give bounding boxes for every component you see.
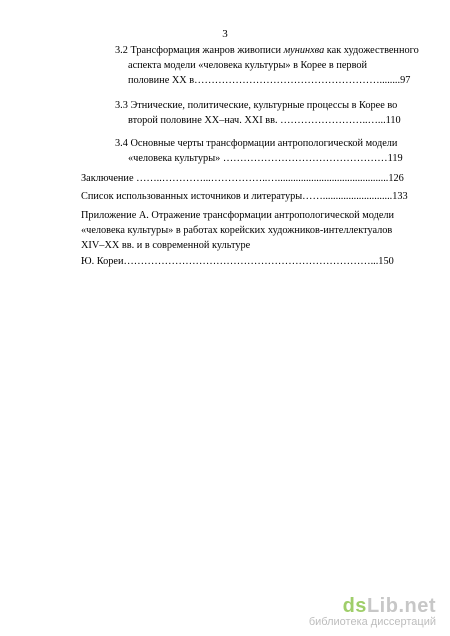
toc-text: как художественного: [324, 45, 419, 56]
toc-word: современной: [152, 240, 210, 252]
toc-entry-3-2-line-3: половине XX в………………………………………………........97: [128, 75, 411, 87]
toc-entry-references: [81, 189, 431, 204]
toc-entry-3-4-line-1: 3.4 Основные черты трансформации антропологической модели: [115, 138, 398, 149]
toc-appendix-line-1: Приложение А. Отражение трансформации антропологической модели: [81, 210, 395, 221]
logo-ds: ds: [342, 595, 367, 617]
toc-entry-appendix: [81, 208, 431, 269]
toc-word: XIV–XX: [81, 240, 120, 252]
toc-entry-3-4-line-2: «человека культуры» …………………………………………119: [128, 153, 403, 165]
toc-appendix-line-2: «человека культуры» в работах корейских художников-интеллектуалов: [81, 225, 393, 237]
toc-entry-3-2: [115, 43, 431, 89]
page-number: 3: [222, 28, 228, 40]
toc-word: и: [136, 240, 143, 252]
toc-entry-conclusion: [81, 171, 431, 186]
toc-entry-3-3: [115, 98, 431, 128]
toc-italic-term: мунинхва: [283, 45, 325, 56]
logo-net: .net: [398, 595, 436, 617]
toc-text: аспекта модели «человека культуры» в Корее в первой: [128, 60, 368, 72]
toc-appendix-line-4: Ю. Кореи………………………………………………………………...150: [81, 255, 394, 267]
toc-word: в: [144, 240, 150, 252]
logo-tagline: библиотека диссертаций: [308, 616, 436, 628]
toc-appendix-line-3: [81, 238, 431, 253]
toc-word: культуре: [212, 240, 251, 252]
toc-entry-3-3-line-2: второй половине XX–нач. XXI вв. ……………………..…...110: [128, 115, 401, 127]
toc-entry-3-4: [115, 136, 431, 166]
logo-lib: Lib: [366, 595, 399, 617]
toc-conclusion-line: Заключение ……..…………...……………..…...........................................126: [81, 173, 404, 184]
toc-entry-3-2-line-2: [115, 58, 431, 73]
toc-entry-3-3-line-1: 3.3 Этнические, политические, культурные процессы в Корее во: [115, 100, 398, 111]
toc-entry-3-2-line-1: [115, 43, 431, 58]
toc-word: вв.: [121, 240, 135, 252]
toc-text: 3.2 Трансформация жанров живописи: [115, 45, 284, 56]
toc-references-line: Список использованных источников и литературы……...........................133: [81, 191, 408, 202]
dslib-logo[interactable]: [309, 595, 436, 618]
watermark-footer: [309, 595, 436, 628]
